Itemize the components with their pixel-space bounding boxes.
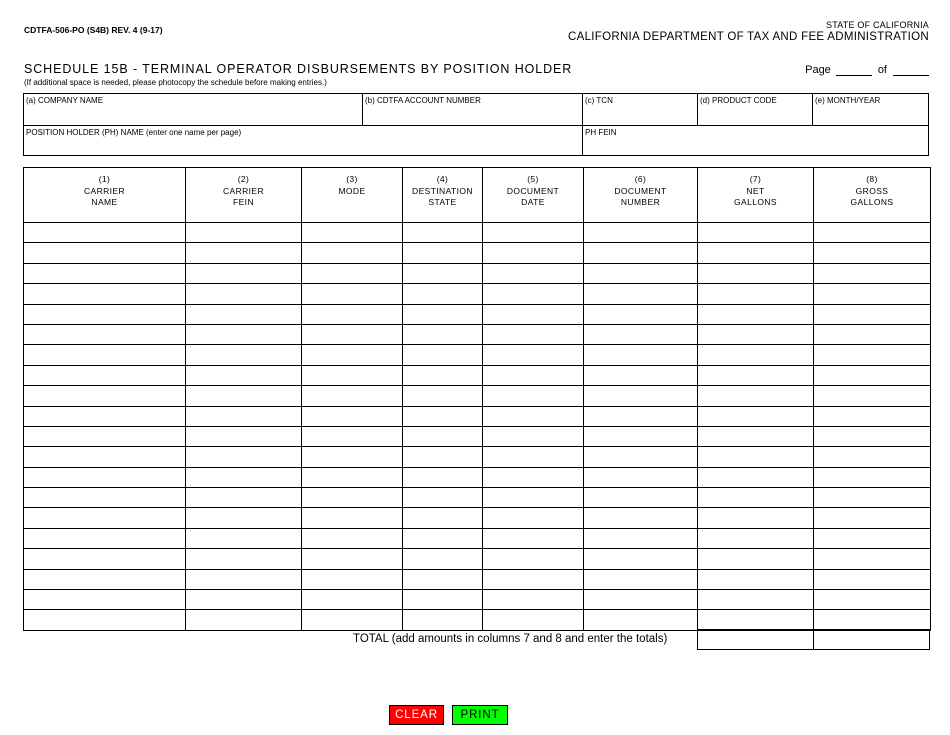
cell-carrier-name[interactable] [24, 488, 186, 508]
cell-carrier-fein[interactable] [186, 304, 302, 324]
cell-net-gallons[interactable] [698, 324, 814, 344]
cell-mode[interactable] [302, 508, 403, 528]
cell-carrier-fein[interactable] [186, 488, 302, 508]
cell-document-date[interactable] [483, 263, 584, 283]
cell-net-gallons[interactable] [698, 569, 814, 589]
cell-destination-state[interactable] [403, 386, 483, 406]
table-row [24, 426, 931, 446]
cell-net-gallons[interactable] [698, 365, 814, 385]
cell-document-date[interactable] [483, 447, 584, 467]
table-row [24, 324, 931, 344]
cell-document-date[interactable] [483, 549, 584, 569]
cell-gross-gallons[interactable] [814, 488, 931, 508]
cell-net-gallons[interactable] [698, 304, 814, 324]
column-header-carrier-fein: (2) CARRIER FEIN [186, 168, 302, 223]
column-header-document-number: (6) DOCUMENT NUMBER [584, 168, 698, 223]
cell-destination-state[interactable] [403, 488, 483, 508]
cell-document-date[interactable] [483, 243, 584, 263]
cell-document-date[interactable] [483, 488, 584, 508]
cell-destination-state[interactable] [403, 324, 483, 344]
ph-fein-field[interactable] [583, 126, 928, 155]
cell-net-gallons[interactable] [698, 345, 814, 365]
account-number-label: (b) CDTFA ACCOUNT NUMBER [365, 96, 481, 105]
cell-mode[interactable] [302, 386, 403, 406]
table-row [24, 304, 931, 324]
table-row [24, 467, 931, 487]
department-name: CALIFORNIA DEPARTMENT OF TAX AND FEE ADMINISTRATION [568, 31, 929, 43]
cell-carrier-name[interactable] [24, 365, 186, 385]
table-row [24, 406, 931, 426]
cell-carrier-name[interactable] [24, 426, 186, 446]
disbursement-table [23, 167, 931, 631]
cell-gross-gallons[interactable] [814, 549, 931, 569]
cell-carrier-fein[interactable] [186, 508, 302, 528]
cell-destination-state[interactable] [403, 263, 483, 283]
cell-carrier-name[interactable] [24, 263, 186, 283]
cell-gross-gallons[interactable] [814, 569, 931, 589]
table-row [24, 243, 931, 263]
cell-document-number[interactable] [584, 365, 698, 385]
table-header-row [24, 168, 931, 223]
cell-carrier-fein[interactable] [186, 284, 302, 304]
cell-mode[interactable] [302, 263, 403, 283]
print-button[interactable]: PRINT [452, 705, 508, 725]
cell-document-date[interactable] [483, 406, 584, 426]
cell-carrier-name[interactable] [24, 345, 186, 365]
cell-document-date[interactable] [483, 386, 584, 406]
cell-document-date[interactable] [483, 590, 584, 610]
product-code-label: (d) PRODUCT CODE [700, 96, 777, 105]
month-year-label: (e) MONTH/YEAR [815, 96, 881, 105]
cell-carrier-fein[interactable] [186, 406, 302, 426]
cell-carrier-fein[interactable] [186, 467, 302, 487]
cell-destination-state[interactable] [403, 304, 483, 324]
cell-net-gallons[interactable] [698, 223, 814, 243]
column-header-net-gallons: (7) NET GALLONS [698, 168, 814, 223]
cell-gross-gallons[interactable] [814, 345, 931, 365]
cell-carrier-name[interactable] [24, 549, 186, 569]
ph-fein-label: PH FEIN [585, 128, 617, 137]
cell-carrier-fein[interactable] [186, 447, 302, 467]
cell-document-number[interactable] [584, 263, 698, 283]
cell-document-number[interactable] [584, 284, 698, 304]
cell-document-number[interactable] [584, 447, 698, 467]
cell-carrier-name[interactable] [24, 406, 186, 426]
table-row [24, 528, 931, 548]
cell-destination-state[interactable] [403, 610, 483, 630]
table-row [24, 590, 931, 610]
total-net-gallons-field[interactable] [697, 629, 814, 650]
cell-document-number[interactable] [584, 610, 698, 630]
tcn-field[interactable] [583, 94, 697, 125]
column-header-gross-gallons: (8) GROSS GALLONS [814, 168, 931, 223]
cell-net-gallons[interactable] [698, 549, 814, 569]
cell-carrier-fein[interactable] [186, 610, 302, 630]
cell-document-date[interactable] [483, 223, 584, 243]
cell-gross-gallons[interactable] [814, 528, 931, 548]
cell-destination-state[interactable] [403, 406, 483, 426]
cell-carrier-fein[interactable] [186, 223, 302, 243]
cell-carrier-name[interactable] [24, 467, 186, 487]
cell-destination-state[interactable] [403, 549, 483, 569]
cell-mode[interactable] [302, 590, 403, 610]
cell-document-number[interactable] [584, 508, 698, 528]
cell-destination-state[interactable] [403, 223, 483, 243]
cell-mode[interactable] [302, 243, 403, 263]
cell-document-number[interactable] [584, 488, 698, 508]
company-info-box [23, 93, 929, 156]
cell-document-number[interactable] [584, 386, 698, 406]
cell-gross-gallons[interactable] [814, 426, 931, 446]
table-row [24, 569, 931, 589]
cell-destination-state[interactable] [403, 426, 483, 446]
cell-carrier-name[interactable] [24, 508, 186, 528]
cell-carrier-fein[interactable] [186, 426, 302, 446]
cell-destination-state[interactable] [403, 528, 483, 548]
cell-carrier-name[interactable] [24, 386, 186, 406]
cell-destination-state[interactable] [403, 508, 483, 528]
cell-net-gallons[interactable] [698, 406, 814, 426]
column-header-carrier-name: (1) CARRIER NAME [24, 168, 186, 223]
cell-document-number[interactable] [584, 406, 698, 426]
cell-gross-gallons[interactable] [814, 324, 931, 344]
cell-document-number[interactable] [584, 324, 698, 344]
cell-mode[interactable] [302, 284, 403, 304]
cell-carrier-name[interactable] [24, 223, 186, 243]
cell-net-gallons[interactable] [698, 426, 814, 446]
cell-mode[interactable] [302, 447, 403, 467]
cell-carrier-name[interactable] [24, 569, 186, 589]
total-label: TOTAL (add amounts in columns 7 and 8 and enter the totals) [353, 633, 668, 645]
cell-gross-gallons[interactable] [814, 304, 931, 324]
cell-mode[interactable] [302, 406, 403, 426]
cell-gross-gallons[interactable] [814, 610, 931, 630]
cell-carrier-fein[interactable] [186, 590, 302, 610]
table-row [24, 223, 931, 243]
table-row [24, 488, 931, 508]
cell-carrier-name[interactable] [24, 284, 186, 304]
cell-carrier-fein[interactable] [186, 569, 302, 589]
cell-document-number[interactable] [584, 528, 698, 548]
page-total-field[interactable] [893, 65, 929, 76]
cell-gross-gallons[interactable] [814, 447, 931, 467]
cell-gross-gallons[interactable] [814, 223, 931, 243]
cell-carrier-fein[interactable] [186, 549, 302, 569]
cell-document-number[interactable] [584, 590, 698, 610]
cell-destination-state[interactable] [403, 243, 483, 263]
cell-gross-gallons[interactable] [814, 590, 931, 610]
cell-carrier-fein[interactable] [186, 528, 302, 548]
cell-document-date[interactable] [483, 508, 584, 528]
cell-document-date[interactable] [483, 345, 584, 365]
cell-document-number[interactable] [584, 243, 698, 263]
cell-net-gallons[interactable] [698, 386, 814, 406]
company-name-field[interactable] [24, 94, 362, 125]
cell-mode[interactable] [302, 528, 403, 548]
cell-mode[interactable] [302, 324, 403, 344]
page-number-field[interactable] [836, 65, 872, 76]
table-row [24, 284, 931, 304]
cell-net-gallons[interactable] [698, 263, 814, 283]
cell-document-date[interactable] [483, 284, 584, 304]
page-label: Page [805, 64, 831, 76]
cell-document-number[interactable] [584, 304, 698, 324]
cell-destination-state[interactable] [403, 447, 483, 467]
column-header-destination-state: (4) DESTINATION STATE [403, 168, 483, 223]
cell-destination-state[interactable] [403, 569, 483, 589]
cell-net-gallons[interactable] [698, 284, 814, 304]
cell-carrier-fein[interactable] [186, 386, 302, 406]
cell-carrier-fein[interactable] [186, 263, 302, 283]
cell-document-date[interactable] [483, 324, 584, 344]
page-title: SCHEDULE 15B - TERMINAL OPERATOR DISBURSEMENTS BY POSITION HOLDER [24, 62, 573, 76]
cell-document-date[interactable] [483, 610, 584, 630]
table-row [24, 610, 931, 630]
cell-net-gallons[interactable] [698, 447, 814, 467]
cell-carrier-name[interactable] [24, 324, 186, 344]
cell-document-number[interactable] [584, 426, 698, 446]
cell-mode[interactable] [302, 223, 403, 243]
position-holder-label: POSITION HOLDER (PH) NAME (enter one name per page) [26, 128, 242, 137]
cell-mode[interactable] [302, 365, 403, 385]
column-header-document-date: (5) DOCUMENT DATE [483, 168, 584, 223]
cell-document-number[interactable] [584, 345, 698, 365]
cell-gross-gallons[interactable] [814, 467, 931, 487]
cell-mode[interactable] [302, 345, 403, 365]
column-header-mode: (3) MODE [302, 168, 403, 223]
cell-document-number[interactable] [584, 549, 698, 569]
cell-document-date[interactable] [483, 304, 584, 324]
table-row [24, 263, 931, 283]
cell-carrier-fein[interactable] [186, 324, 302, 344]
product-code-field[interactable] [698, 94, 812, 125]
table-body [24, 223, 931, 631]
cell-mode[interactable] [302, 304, 403, 324]
cell-net-gallons[interactable] [698, 243, 814, 263]
table-row [24, 549, 931, 569]
month-year-field[interactable] [813, 94, 928, 125]
cell-mode[interactable] [302, 467, 403, 487]
cell-destination-state[interactable] [403, 590, 483, 610]
position-holder-field[interactable] [24, 126, 582, 155]
cell-document-number[interactable] [584, 569, 698, 589]
cell-mode[interactable] [302, 488, 403, 508]
cell-mode[interactable] [302, 610, 403, 630]
cell-gross-gallons[interactable] [814, 406, 931, 426]
page-number-line [805, 64, 929, 76]
account-number-field[interactable] [363, 94, 582, 125]
cell-carrier-name[interactable] [24, 590, 186, 610]
page-of-label: of [877, 64, 887, 76]
cell-net-gallons[interactable] [698, 467, 814, 487]
cell-mode[interactable] [302, 569, 403, 589]
cell-document-date[interactable] [483, 467, 584, 487]
cell-gross-gallons[interactable] [814, 243, 931, 263]
cell-mode[interactable] [302, 549, 403, 569]
cell-carrier-name[interactable] [24, 447, 186, 467]
cell-net-gallons[interactable] [698, 508, 814, 528]
cell-gross-gallons[interactable] [814, 284, 931, 304]
cell-document-number[interactable] [584, 467, 698, 487]
clear-button[interactable]: CLEAR [389, 705, 444, 725]
cell-document-date[interactable] [483, 426, 584, 446]
cell-gross-gallons[interactable] [814, 263, 931, 283]
cell-mode[interactable] [302, 426, 403, 446]
cell-carrier-fein[interactable] [186, 365, 302, 385]
cell-document-number[interactable] [584, 223, 698, 243]
table-row [24, 386, 931, 406]
cell-document-date[interactable] [483, 528, 584, 548]
cell-net-gallons[interactable] [698, 590, 814, 610]
page-subtitle: (If additional space is needed, please photocopy the schedule before making entries.) [24, 78, 327, 87]
cell-gross-gallons[interactable] [814, 508, 931, 528]
cell-net-gallons[interactable] [698, 488, 814, 508]
cell-carrier-fein[interactable] [186, 345, 302, 365]
cell-carrier-name[interactable] [24, 610, 186, 630]
table-row [24, 365, 931, 385]
cell-carrier-name[interactable] [24, 528, 186, 548]
cell-document-date[interactable] [483, 365, 584, 385]
cell-destination-state[interactable] [403, 467, 483, 487]
cell-document-date[interactable] [483, 569, 584, 589]
cell-net-gallons[interactable] [698, 610, 814, 630]
table-row [24, 447, 931, 467]
cell-carrier-name[interactable] [24, 304, 186, 324]
cell-destination-state[interactable] [403, 345, 483, 365]
cell-destination-state[interactable] [403, 284, 483, 304]
table-row [24, 345, 931, 365]
form-id: CDTFA-506-PO (S4B) REV. 4 (9-17) [24, 25, 163, 35]
state-label: STATE OF CALIFORNIA [826, 20, 929, 30]
cell-carrier-name[interactable] [24, 243, 186, 263]
cell-carrier-fein[interactable] [186, 243, 302, 263]
cell-destination-state[interactable] [403, 365, 483, 385]
table-row [24, 508, 931, 528]
cell-gross-gallons[interactable] [814, 365, 931, 385]
company-name-label: (a) COMPANY NAME [26, 96, 104, 105]
tcn-label: (c) TCN [585, 96, 613, 105]
cell-gross-gallons[interactable] [814, 386, 931, 406]
cell-net-gallons[interactable] [698, 528, 814, 548]
total-gross-gallons-field[interactable] [813, 629, 930, 650]
